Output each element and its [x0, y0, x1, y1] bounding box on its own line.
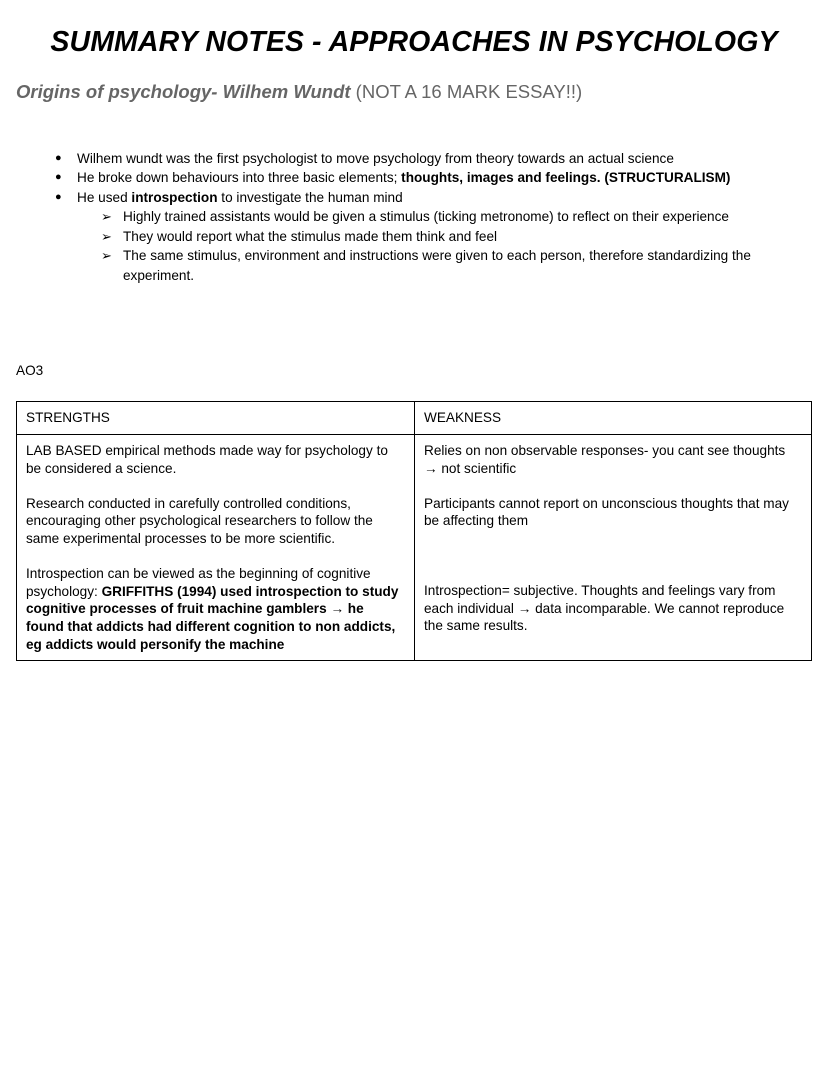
bullet-dot-icon: ● [55, 190, 62, 203]
list-item [16, 227, 812, 247]
text-run-bold: introspection [131, 189, 218, 205]
column-header-weakness: WEAKNESS [415, 402, 812, 435]
list-item [16, 188, 812, 208]
list-item [16, 168, 812, 188]
bullet-list [16, 105, 812, 286]
cell-paragraph [26, 495, 405, 548]
text-run: The same stimulus, environment and instructions were given to each person, therefore standardizing the experiment. [123, 248, 751, 283]
list-item-text [77, 149, 812, 169]
page-title: SUMMARY NOTES - APPROACHES IN PSYCHOLOGY [50, 26, 778, 58]
document-subtitle [16, 66, 812, 105]
list-item-text [77, 168, 812, 188]
text-run: LAB BASED empirical methods made way for psychology to be considered a science. [26, 443, 388, 476]
text-run: Relies on non observable responses- you cant see thoughts → not scientific [424, 443, 786, 476]
list-item-text [77, 188, 812, 208]
table-header-row [17, 402, 812, 435]
table-body [17, 435, 812, 661]
text-run: Introspection can be viewed as the beginning of cognitive psychology: [26, 566, 371, 599]
text-run: They would report what the stimulus made them think and feel [123, 228, 498, 244]
text-run: Introspection= subjective. Thoughts and feelings vary from each individual → data incomparable. We cannot reproduce the same results. [424, 583, 785, 634]
cell-paragraph [26, 565, 405, 653]
bullet-dot-icon: ● [55, 151, 62, 164]
list-item [16, 246, 812, 285]
bullet-arrow-icon: ➢ [101, 228, 112, 244]
list-item [16, 149, 812, 169]
text-run: Research conducted in carefully controlled conditions, encouraging other psychological researchers to follow the same experimental processes to be more scientific. [26, 495, 373, 547]
bullet-dot-icon: ● [55, 171, 62, 184]
list-item-text [123, 227, 812, 247]
text-run: He used [77, 189, 132, 205]
text-run: Participants cannot report on unconscious thoughts that may be affecting them [424, 495, 789, 529]
text-run-bold: thoughts, images and feelings. (STRUCTURALISM) [401, 170, 731, 186]
subtitle-note: (NOT A 16 MARK ESSAY!!) [350, 80, 583, 102]
cell-weakness [415, 435, 812, 661]
text-run: Wilhem wundt was the first psychologist to move psychology from theory towards an actual science [77, 150, 674, 166]
list-item-text [123, 207, 812, 227]
bullet-arrow-icon: ➢ [101, 248, 112, 264]
column-header-strengths: STRENGTHS [17, 402, 415, 435]
subtitle-emphasis: Origins of psychology- Wilhem Wundt [16, 80, 351, 102]
cell-paragraph [424, 442, 802, 477]
section-label-ao3: AO3 [16, 363, 44, 379]
cell-paragraph [424, 582, 802, 635]
bullet-arrow-icon: ➢ [101, 209, 112, 225]
list-item-text [123, 246, 812, 285]
strengths-weakness-table [16, 401, 812, 661]
cell-paragraph [424, 495, 802, 530]
table-row [17, 435, 812, 661]
text-run-bold: GRIFFITHS (1994) used introspection to study cognitive processes of fruit machine gamblers → he found that addicts had different cognition to non addicts, eg addicts would personify the machine [26, 583, 399, 652]
text-run: Highly trained assistants would be given a stimulus (ticking metronome) to reflect on their experience [123, 209, 729, 225]
text-run: to investigate the human mind [217, 189, 403, 205]
cell-paragraph [26, 442, 405, 477]
strengths-weakness-table-wrapper [16, 380, 812, 661]
list-item [16, 207, 812, 227]
text-run: He broke down behaviours into three basic elements; [77, 170, 402, 186]
cell-strengths [17, 435, 415, 661]
